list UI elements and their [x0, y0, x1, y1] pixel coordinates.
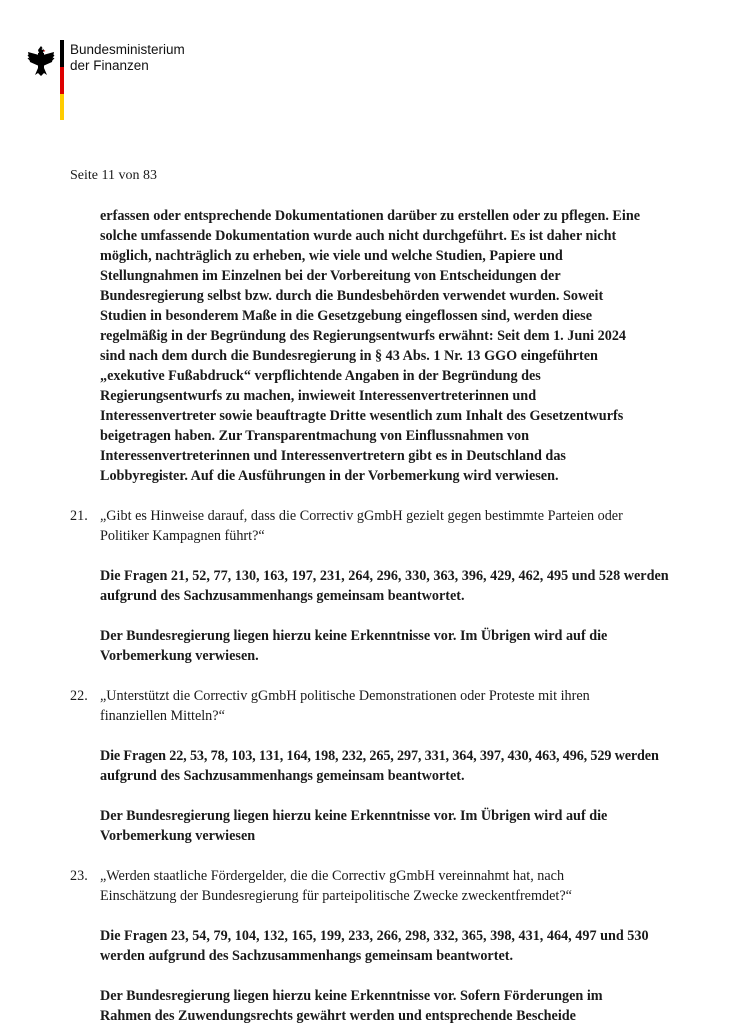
question-number: 22. — [70, 688, 88, 704]
text-line: Interessenvertreterinnen und Interessenvertretern gibt es in Deutschland das — [100, 448, 566, 464]
text-line: Regierungsentwurfs zu machen, inwieweit Interessenvertreterinnen und — [100, 388, 537, 404]
document-body — [70, 206, 670, 1026]
text-line: Rahmen des Zuwendungsrechts gewährt werden und entsprechende Bescheide — [100, 1008, 576, 1024]
text-line: regelmäßig in der Begründung des Regierungsentwurfs erwähnt: Seit dem 1. Juni 2024 — [100, 328, 627, 344]
text-line: Vorbemerkung verwiesen — [100, 828, 256, 844]
text-line: beigetragen haben. Zur Transparentmachung von Einflussnahmen von — [100, 428, 529, 444]
text-line: Der Bundesregierung liegen hierzu keine Erkenntnisse vor. Sofern Förderungen im — [100, 988, 603, 1004]
text-line: Vorbemerkung verwiesen. — [100, 648, 259, 664]
text-line: finanziellen Mitteln?“ — [100, 708, 225, 724]
text-line: „exekutive Fußabdruck“ verpflichtende Angaben in der Begründung des — [100, 368, 541, 384]
joint-answer-note — [70, 566, 670, 606]
page-number: Seite 11 von 83 — [70, 168, 157, 183]
answer — [70, 626, 670, 666]
text-line: Stellungnahmen im Einzelnen bei der Vorbereitung von Entscheidungen der — [100, 268, 561, 284]
text-line: Die Fragen 21, 52, 77, 130, 163, 197, 231, 264, 296, 330, 363, 396, 429, 462, 495 und 528 werden — [100, 568, 669, 584]
text-line: werden aufgrund des Sachzusammenhangs gemeinsam beantwortet. — [100, 948, 514, 964]
text-line: Der Bundesregierung liegen hierzu keine Erkenntnisse vor. Im Übrigen wird auf die — [100, 628, 608, 644]
question-number: 23. — [70, 868, 88, 884]
text-line: Der Bundesregierung liegen hierzu keine Erkenntnisse vor. Im Übrigen wird auf die — [100, 808, 608, 824]
question-22 — [70, 686, 670, 726]
text-line: Die Fragen 22, 53, 78, 103, 131, 164, 198, 232, 265, 297, 331, 364, 397, 430, 463, 496, 529 werden — [100, 748, 659, 764]
joint-answer-note — [70, 746, 670, 786]
text-line: erfassen oder entsprechende Dokumentationen darüber zu erstellen oder zu pflegen. Eine — [100, 208, 641, 224]
ministry-line: Bundesministerium — [70, 42, 185, 57]
federal-eagle-icon — [26, 44, 56, 78]
text-line: Studien in besonderem Maße in die Gesetzgebung eingeflossen sind, werden diese — [100, 308, 592, 324]
question-number: 21. — [70, 508, 88, 524]
text-line: „Werden staatliche Fördergelder, die die Correctiv gGmbH vereinnahmt hat, nach — [100, 868, 565, 884]
text-line: Politiker Kampagnen führt?“ — [100, 528, 265, 544]
joint-answer-note — [70, 926, 670, 966]
text-line: Bundesregierung selbst bzw. durch die Bundesbehörden verwendet wurden. Soweit — [100, 288, 604, 304]
ministry-line: der Finanzen — [70, 58, 149, 73]
text-line: solche umfassende Dokumentation wurde auch nicht durchgeführt. Es ist daher nicht — [100, 228, 617, 244]
text-line: „Gibt es Hinweise darauf, dass die Correctiv gGmbH gezielt gegen bestimmte Parteien oder — [100, 508, 623, 524]
text-line: Lobbyregister. Auf die Ausführungen in der Vorbemerkung wird verwiesen. — [100, 468, 559, 484]
text-line: aufgrund des Sachzusammenhangs gemeinsam beantwortet. — [100, 768, 465, 784]
text-line: Die Fragen 23, 54, 79, 104, 132, 165, 199, 233, 266, 298, 332, 365, 398, 431, 464, 497 und 530 — [100, 928, 649, 944]
answer — [70, 986, 670, 1026]
flag-stripe — [60, 40, 64, 120]
text-line: möglich, nachträglich zu erheben, wie viele und welche Studien, Papiere und — [100, 248, 563, 264]
question-23 — [70, 866, 670, 906]
answer — [70, 806, 670, 846]
text-line: aufgrund des Sachzusammenhangs gemeinsam beantwortet. — [100, 588, 465, 604]
text-line: Interessenvertreter sowie beauftragte Dritte wesentlich zum Inhalt des Gesetzentwurfs — [100, 408, 624, 424]
text-line: sind nach dem durch die Bundesregierung in § 43 Abs. 1 Nr. 13 GGO eingeführten — [100, 348, 598, 364]
text-line: „Unterstützt die Correctiv gGmbH politische Demonstrationen oder Proteste mit ihren — [100, 688, 590, 704]
ministry-name — [70, 42, 185, 74]
intro-answer — [70, 206, 670, 486]
text-line: Einschätzung der Bundesregierung für parteipolitische Zwecke zweckentfremdet?“ — [100, 888, 572, 904]
question-21 — [70, 506, 670, 546]
